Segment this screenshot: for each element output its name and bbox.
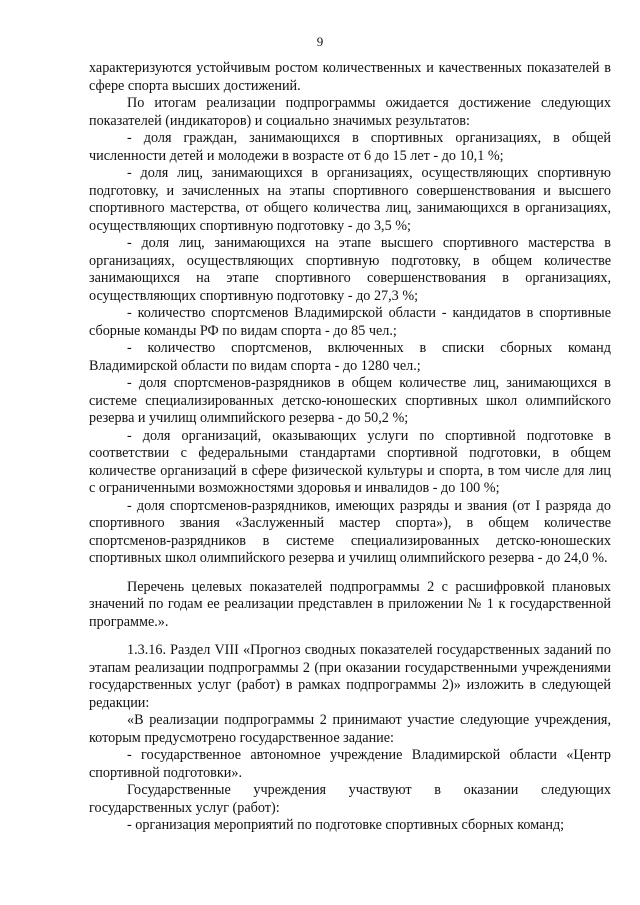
paragraph: - доля лиц, занимающихся в организациях, осуществляющих спортивную подготовку, и зачисленных на этапы спортивного совершенствования и высшего спортивного мастерства, от общего количества лиц, занимающихся в организациях, осуществляющих спортивную подготовку - до 3,5 %; [89,165,611,234]
paragraph: - количество спортсменов Владимирской области - кандидатов в спортивные сборные команды РФ по видам спорта - до 85 чел.; [89,305,611,339]
paragraph: характеризуются устойчивым ростом количественных и качественных показателей в сфере спорта высших достижений. [89,60,611,94]
document-body [89,60,611,835]
paragraph: - организация мероприятий по подготовке спортивных сборных команд; [127,817,565,833]
paragraph: - доля спортсменов-разрядников в общем количестве лиц, занимающихся в системе специализированных детско-юношеских спортивных школ олимпийского резерва и училищ олимпийского резерва - до 50,2 %; [89,375,611,426]
paragraph: - доля граждан, занимающихся в спортивных организациях, в общей численности детей и молодежи в возрасте от 6 до 15 лет - до 10,1 %; [89,130,611,164]
paragraph: - доля спортсменов-разрядников, имеющих разряды и звания (от I разряда до спортивного звания «Заслуженный мастер спорта»), в общем количестве спортсменов-разрядников в системе специализированных детско-юношеских спортивных школ олимпийского резерва и училищ олимпийского резерва - до 24,0 %. [89,497,611,566]
paragraph: Государственные учреждения участвуют в оказании следующих государственных услуг (работ): [89,782,611,816]
page-number: 9 [316,34,324,49]
paragraph: - доля организаций, оказывающих услуги по спортивной подготовке в соответствии с федеральными стандартами спортивной подготовки, в общем количестве организаций в сфере физической культуры и спорта, в том числе для лиц с ограниченными возможностями здоровья и инвалидов - до 100 %; [89,427,611,496]
paragraph: - количество спортсменов, включенных в списки сборных команд Владимирской области по видам спорта - до 1280 чел.; [89,340,611,374]
paragraph: - доля лиц, занимающихся на этапе высшего спортивного мастерства в организациях, осуществляющих спортивную подготовку, в общем количестве занимающихся на этапе спортивного совершенствования в организациях, осуществляющих спортивную подготовку - до 27,3 %; [89,235,611,304]
paragraph: - государственное автономное учреждение Владимирской области «Центр спортивной подготовки». [89,747,611,781]
paragraph: По итогам реализации подпрограммы ожидается достижение следующих показателей (индикаторов) и социально значимых результатов: [89,95,611,129]
paragraph: Перечень целевых показателей подпрограммы 2 с расшифровкой плановых значений по годам ее реализации представлен в приложении № 1 к государственной программе.». [89,578,611,630]
paragraph: 1.3.16. Раздел VIII «Прогноз сводных показателей государственных заданий по этапам реализации подпрограммы 2 (при оказании государственными учреждениями государственных услуг (работ) в рамках подпрограммы 2)» изложить в следующей редакции: [89,642,611,711]
paragraph: «В реализации подпрограммы 2 принимают участие следующие учреждения, которым предусмотрено государственное задание: [89,712,611,746]
